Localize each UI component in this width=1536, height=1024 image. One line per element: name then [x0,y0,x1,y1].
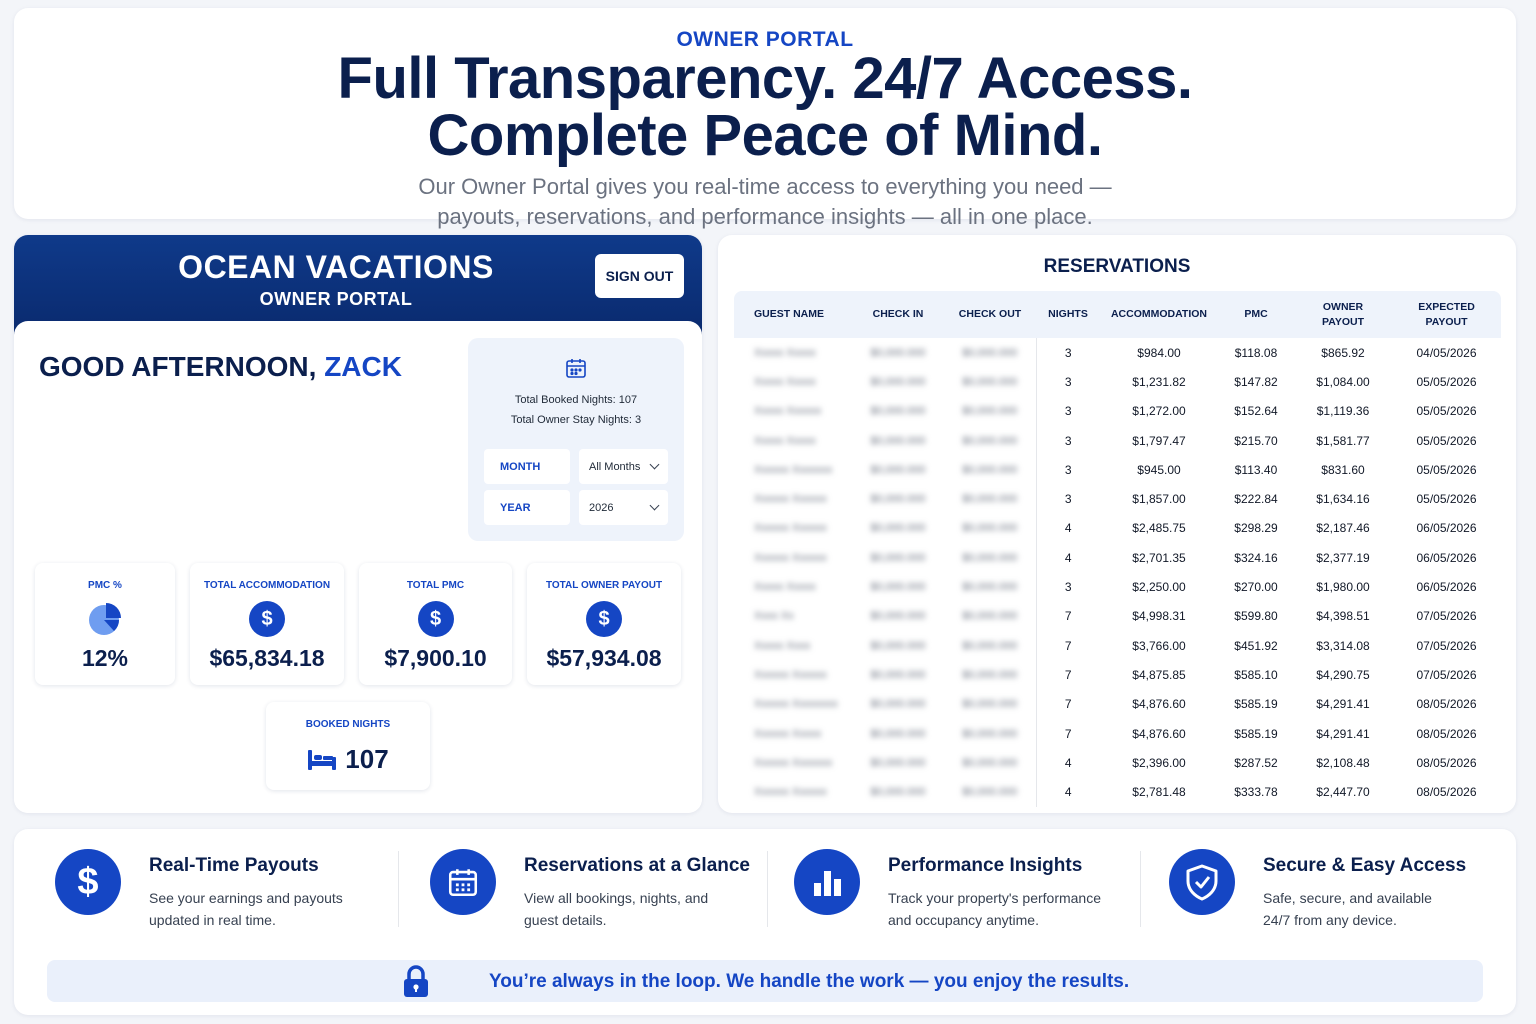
bed-icon [307,749,337,771]
table-row[interactable] [734,367,1501,396]
table-cell: $0,000.000 [870,581,926,594]
table-cell: $0,000.000 [870,346,926,359]
kpi-total-pmc [359,563,512,685]
table-cell: Xxxxxx Xxxxx [754,727,822,740]
table-cell: $1,084.00 [1316,374,1370,389]
table-cell: $2,701.35 [1132,550,1186,565]
feature-divider [1140,851,1141,927]
hero-headline-line2: Complete Peace of Mind. [427,103,1103,168]
table-cell: $2,396.00 [1132,755,1186,770]
kpi-label: TOTAL ACCOMMODATION [203,580,331,591]
kpi-label: TOTAL OWNER PAYOUT [545,580,663,591]
table-cell: 3 [1064,462,1072,477]
table-cell: $2,108.48 [1316,755,1370,770]
table-cell: 08/05/2026 [1416,697,1477,712]
table-row[interactable] [734,572,1501,601]
table-cell: $585.19 [1234,726,1278,741]
banner-text: You’re always in the loop. We handle the work — you enjoy the results. [489,971,1130,992]
table-cell: 05/05/2026 [1416,433,1477,448]
table-cell: 4 [1064,550,1072,565]
table-cell: 3 [1064,433,1072,448]
table-cell: 7 [1064,697,1072,712]
table-cell: 04/05/2026 [1416,345,1477,360]
table-cell: $0,000.000 [870,756,926,769]
table-cell: 08/05/2026 [1416,755,1477,770]
kpi-value: $57,934.08 [546,645,662,671]
lock-icon [403,965,429,998]
table-cell: $0,000.000 [944,572,1036,601]
table-row[interactable] [734,543,1501,572]
table-cell: $0,000.000 [944,602,1036,631]
reservations-body [734,338,1501,807]
table-cell: $0,000.000 [944,514,1036,543]
table-cell: $0,000.000 [870,434,926,447]
table-cell: $0,000.000 [870,522,926,535]
table-cell: 7 [1064,726,1072,741]
table-cell: $4,998.31 [1132,609,1186,624]
table-cell: Xxxxxx Xxxxxxxx [754,698,838,711]
table-cell: $118.08 [1234,345,1278,360]
table-cell: $0,000.000 [870,493,926,506]
table-cell: $0,000.000 [870,727,926,740]
table-cell: Xxxxx Xxxxx [754,375,816,388]
table-cell: $0,000.000 [870,405,926,418]
table-cell: $451.92 [1234,638,1278,653]
table-cell: 3 [1064,492,1072,507]
table-cell: 06/05/2026 [1416,521,1477,536]
table-row[interactable] [734,690,1501,719]
hero-section [14,8,1516,229]
table-cell: $1,634.16 [1316,492,1370,507]
table-cell: $222.84 [1234,492,1278,507]
kpi-total-accommodation [190,563,344,685]
table-cell: $0,000.000 [944,455,1036,484]
portal-subbrand: OWNER PORTAL [259,289,413,309]
table-cell: $2,485.75 [1132,521,1186,536]
table-cell: $0,000.000 [944,367,1036,396]
table-cell: $2,377.19 [1316,550,1370,565]
table-cell: $0,000.000 [944,660,1036,689]
month-select[interactable] [579,449,668,484]
table-cell: 05/05/2026 [1416,404,1477,419]
hero-headline-line1: Full Transparency. 24/7 Access. [337,46,1193,111]
table-cell: 3 [1064,580,1072,595]
table-cell: $1,980.00 [1316,580,1370,595]
month-label: MONTH [484,449,570,484]
table-cell: $0,000.000 [870,375,926,388]
table-cell: $0,000.000 [944,543,1036,572]
kpi-label: TOTAL PMC [406,580,465,591]
table-cell: $4,291.41 [1316,697,1370,712]
table-cell: $0,000.000 [944,719,1036,748]
kpi-value: $65,834.18 [209,645,325,671]
greeting [39,351,402,383]
table-cell: $0,000.000 [870,698,926,711]
table-cell: $0,000.000 [944,777,1036,806]
hero-eyebrow: OWNER PORTAL [676,28,854,51]
table-cell: $831.60 [1321,462,1365,477]
table-cell: 4 [1064,755,1072,770]
table-cell: $3,766.00 [1132,638,1186,653]
calendar-icon [430,849,496,915]
table-cell: Xxxx Xx [754,610,794,623]
feature-divider [767,851,768,927]
table-row[interactable] [734,777,1501,806]
table-cell: $4,875.85 [1132,667,1186,682]
table-cell: 06/05/2026 [1416,580,1477,595]
table-cell: $4,290.75 [1316,667,1370,682]
table-cell: $270.00 [1234,580,1278,595]
hero-headline [14,46,1516,168]
table-cell: $4,876.60 [1132,697,1186,712]
dollar-icon: $ [249,601,285,637]
feature-description: Track your property's performance and occupancy anytime. [888,890,1102,928]
pie-chart-icon [87,601,123,637]
table-cell: 05/05/2026 [1416,492,1477,507]
table-cell: 7 [1064,638,1072,653]
greeting-name: ZACK [324,351,402,382]
year-select-value: 2026 [589,501,614,514]
table-row[interactable] [734,397,1501,426]
table-cell: $865.92 [1321,345,1365,360]
table-cell: 07/05/2026 [1416,667,1477,682]
column-header[interactable]: OWNER PAYOUT [1321,300,1364,328]
year-select[interactable] [579,490,668,525]
table-cell: $324.16 [1234,550,1278,565]
table-cell: $0,000.000 [944,748,1036,777]
table-cell: Xxxxx Xxxxxx [754,405,822,418]
booked-nights-row [266,744,430,775]
kpi-pmc-percent [35,563,175,685]
dollar-icon: $ [418,601,454,637]
table-cell: 3 [1064,404,1072,419]
table-cell: $1,231.82 [1132,374,1186,389]
table-cell: 07/05/2026 [1416,638,1477,653]
table-row[interactable] [734,338,1501,367]
table-cell: $0,000.000 [870,668,926,681]
table-cell: $0,000.000 [870,639,926,652]
chevron-down-icon [650,501,660,511]
table-row[interactable] [734,484,1501,513]
table-cell: $0,000.000 [944,338,1036,367]
shield-icon [1169,849,1235,915]
table-row[interactable] [734,514,1501,543]
table-row[interactable] [734,748,1501,777]
feature-title: Secure & Easy Access [1263,855,1467,876]
dollar-icon: $ [586,601,622,637]
table-cell: $0,000.000 [870,463,926,476]
sign-out-button[interactable]: SIGN OUT [595,254,684,298]
column-header[interactable]: EXPECTED PAYOUT [1418,300,1475,328]
table-cell: $2,250.00 [1132,580,1186,595]
chevron-down-icon [650,460,660,470]
total-owner-stay-nights: Total Owner Stay Nights: 3 [510,414,642,426]
portal-body [14,321,702,813]
hero-subtitle-line1: Our Owner Portal gives you real-time access to everything you need — [418,174,1112,199]
hero-subtitle [14,172,1516,232]
table-row[interactable] [734,455,1501,484]
kpi-total-owner-payout [527,563,681,685]
table-cell: Xxxxx Xxxx [754,639,811,652]
column-header[interactable]: NIGHTS [1048,308,1088,320]
total-booked-nights: Total Booked Nights: 107 [514,394,638,406]
table-cell: 3 [1064,374,1072,389]
table-row[interactable] [734,660,1501,689]
feature-description: View all bookings, nights, and guest details. [524,890,709,928]
table-cell: $2,447.70 [1316,785,1370,800]
table-cell: 07/05/2026 [1416,609,1477,624]
owner-portal-panel [14,235,702,813]
column-header[interactable]: ACCOMMODATION [1110,308,1208,320]
reservations-title: RESERVATIONS [1043,256,1191,277]
table-cell: $4,876.60 [1132,726,1186,741]
feature-divider [398,851,399,927]
kpi-booked-nights [266,702,430,790]
greeting-prefix: GOOD AFTERNOON, [39,351,317,382]
table-cell: $0,000.000 [870,786,926,799]
table-header-row [734,291,1501,338]
table-cell: $4,398.51 [1316,609,1370,624]
portal-brand: OCEAN VACATIONS [178,249,494,285]
table-cell: Xxxxxx Xxxxxx [754,786,827,799]
reservations-panel [718,235,1516,813]
table-cell: 3 [1064,345,1072,360]
kpi-value: 12% [81,645,129,671]
table-cell: $4,291.41 [1316,726,1370,741]
features-section [14,829,1516,1015]
table-cell: Xxxxxx Xxxxxxx [754,463,833,476]
kpi-label: BOOKED NIGHTS [305,719,391,730]
filter-panel [468,338,684,541]
table-cell: $599.80 [1234,609,1278,624]
table-row[interactable] [734,631,1501,660]
column-header[interactable]: PMC [1244,308,1268,320]
table-cell: Xxxxxx Xxxxxx [754,493,827,506]
table-cell: 7 [1064,609,1072,624]
table-cell: $585.10 [1234,667,1278,682]
column-header[interactable]: CHECK OUT [958,308,1022,320]
table-cell: $2,187.46 [1316,521,1370,536]
table-cell: $0,000.000 [944,397,1036,426]
table-cell: $984.00 [1137,345,1181,360]
table-cell: Xxxxx Xxxxx [754,346,816,359]
reservations-table [734,291,1501,807]
kpi-label: PMC % [88,580,122,591]
hero-subtitle-line2: payouts, reservations, and performance insights — all in one place. [437,204,1093,229]
table-cell: $1,857.00 [1132,492,1186,507]
column-header[interactable]: GUEST NAME [754,308,825,320]
reassurance-banner [47,960,1483,1002]
table-cell: $0,000.000 [944,426,1036,455]
table-row[interactable] [734,426,1501,455]
table-cell: $1,581.77 [1316,433,1370,448]
table-cell: 06/05/2026 [1416,550,1477,565]
calendar-icon [564,356,588,380]
table-cell: $585.19 [1234,697,1278,712]
table-cell: $0,000.000 [870,610,926,623]
month-select-value: All Months [589,460,641,473]
table-cell: $1,797.47 [1132,433,1186,448]
kpi-value: 107 [345,744,389,774]
table-cell: 08/05/2026 [1416,726,1477,741]
table-cell: $0,000.000 [944,690,1036,719]
table-cell: Xxxxxx Xxxxxx [754,522,827,535]
table-row[interactable] [734,719,1501,748]
feature-description: See your earnings and payouts updated in real time. [149,890,343,928]
kpi-value: $7,900.10 [384,645,487,671]
table-cell: $147.82 [1234,374,1278,389]
table-cell: 7 [1064,667,1072,682]
table-cell: Xxxxxx Xxxxxx [754,551,827,564]
feature-title: Real-Time Payouts [149,855,319,876]
table-cell: $298.29 [1234,521,1278,536]
table-cell: 4 [1064,785,1072,800]
table-cell: $0,000.000 [944,484,1036,513]
table-cell: Xxxxx Xxxxx [754,434,816,447]
table-cell: 05/05/2026 [1416,462,1477,477]
feature-description: Safe, secure, and available 24/7 from any device. [1263,890,1432,928]
column-header[interactable]: CHECK IN [872,308,924,320]
dollar-icon: $ [55,849,121,915]
bar-chart-icon [794,849,860,915]
table-cell: 05/05/2026 [1416,374,1477,389]
table-cell: $333.78 [1234,785,1278,800]
table-cell: $1,119.36 [1316,404,1370,419]
table-cell: Xxxxx Xxxxx [754,581,816,594]
feature-title: Performance Insights [888,855,1083,876]
table-cell: $215.70 [1234,433,1278,448]
table-cell: $2,781.48 [1132,785,1186,800]
table-cell: $1,272.00 [1132,404,1186,419]
table-cell: Xxxxxx Xxxxxxx [754,756,833,769]
table-row[interactable] [734,602,1501,631]
table-cell: $287.52 [1234,755,1278,770]
portal-header [14,235,702,335]
table-cell: $3,314.08 [1316,638,1370,653]
table-cell: 08/05/2026 [1416,785,1477,800]
table-cell: $113.40 [1234,462,1278,477]
table-cell: $0,000.000 [870,551,926,564]
table-cell: $945.00 [1137,462,1181,477]
feature-title: Reservations at a Glance [524,855,750,876]
table-cell: $152.64 [1234,404,1278,419]
table-cell: $0,000.000 [944,631,1036,660]
table-cell: 4 [1064,521,1072,536]
year-label: YEAR [484,490,570,525]
table-cell: Xxxxxx Xxxxxx [754,668,827,681]
